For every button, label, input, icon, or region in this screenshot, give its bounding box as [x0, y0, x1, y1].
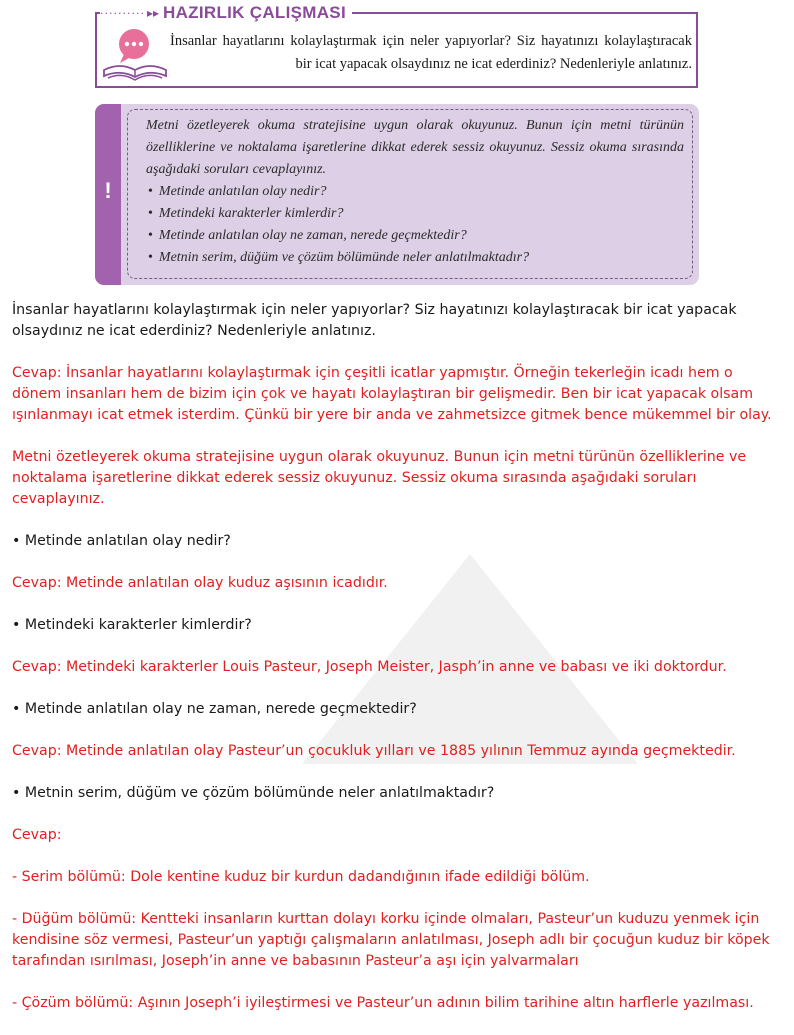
note-bullet-list — [146, 181, 684, 269]
answer-4: Cevap: Metinde anlatılan olay Pasteur’un çocukluk yılları ve 1885 yılının Temmuz ayında geçmektedir. — [12, 743, 736, 759]
note-bullet: • Metinde anlatılan olay nedir? — [148, 181, 684, 203]
question-4: • Metinde anlatılan olay ne zaman, nerede geçmektedir? — [12, 701, 417, 717]
answer-3: Cevap: Metindeki karakterler Louis Pasteur, Joseph Meister, Jasph’in anne ve babası ve iki doktordur. — [12, 659, 727, 675]
double-arrow-icon: ▸▸ — [146, 6, 160, 20]
speech-bubble-book-icon — [100, 26, 170, 88]
note-bullet: • Metindeki karakterler kimlerdir? — [148, 203, 684, 225]
preparation-title: HAZIRLIK ÇALIŞMASI — [163, 3, 346, 22]
answer-content — [12, 300, 784, 1035]
answer-5-cozum: - Çözüm bölümü: Aşının Joseph’i iyileştirmesi ve Pasteur’un adının bilim tarihine altın harflerle yazılması. — [12, 995, 754, 1011]
answer-2: Cevap: Metinde anlatılan olay kuduz aşısının icadıdır. — [12, 575, 388, 591]
note-bullet: • Metnin serim, düğüm ve çözüm bölümünde neler anlatılmaktadır? — [148, 247, 684, 269]
note-bullet: • Metinde anlatılan olay ne zaman, nerede geçmektedir? — [148, 225, 684, 247]
answer-1: Cevap: İnsanlar hayatlarını kolaylaştırmak için çeşitli icatlar yapmıştır. Örneğin tekerleğin icadı hem o dönem insanları hem de bizim için çok ve hayatı kolaylaştıran bir gelişmedir. Ben bir icat yapacak olsam ışınlanmayı icat etmek isterdim. Çünkü bir yere bir anda ve zahmetsizce gitmek bence mükemmel bir olay. — [12, 365, 772, 423]
question-5: • Metnin serim, düğüm ve çözüm bölümünde neler anlatılmaktadır? — [12, 785, 495, 801]
preparation-text: İnsanlar hayatlarını kolaylaştırmak için neler yapıyorlar? Siz hayatınızı kolaylaştıracak bir icat yapacak olsaydınız ne icat ederdiniz? Nedenleriyle anlatınız. — [170, 33, 692, 72]
question-1: İnsanlar hayatlarını kolaylaştırmak için neler yapıyorlar? Siz hayatınızı kolaylaştıracak bir icat yapacak olsaydınız ne icat ederdiniz? Nedenleriyle anlatınız. — [12, 302, 737, 339]
answer-5-dugum: - Düğüm bölümü: Kentteki insanların kurttan dolayı korku içinde olmaları, Pasteur’un kuduzu yenmek için kendisine söz vermesi, Pasteur’un yaptığı çalışmaların anlatılması, Joseph adlı bir çocuğun kuduz bir köpek tarafından ısırılması, Joseph’in anne ve babasının Pasteur’a aşı için yalvarmaları — [12, 911, 770, 969]
instruction-text: Metni özetleyerek okuma stratejisine uygun olarak okuyunuz. Bunun için metni türünün özelliklerine ve noktalama işaretlerine dikkat ederek sessiz okuyunuz. Sessiz okuma sırasında aşağıdaki soruları cevaplayınız. — [12, 449, 747, 507]
preparation-header — [100, 2, 352, 24]
exclamation-icon: ! — [104, 178, 112, 203]
header-dots: ·········· — [100, 6, 145, 20]
question-2: • Metinde anlatılan olay nedir? — [12, 533, 231, 549]
question-3: • Metindeki karakterler kimlerdir? — [12, 617, 252, 633]
note-text — [146, 115, 684, 269]
note-intro: Metni özetleyerek okuma stratejisine uygun olarak okuyunuz. Bunun için metni türünün özelliklerine ve noktalama işaretlerine dikkat ederek sessiz okuyunuz. Sessiz okuma sırasında aşağıdaki soruları cevaplayınız. — [146, 118, 684, 177]
answer-5-serim: - Serim bölümü: Dole kentine kuduz bir kurdun dadandığının ifade edildiği bölüm. — [12, 869, 590, 885]
answer-5-label: Cevap: — [12, 827, 62, 843]
